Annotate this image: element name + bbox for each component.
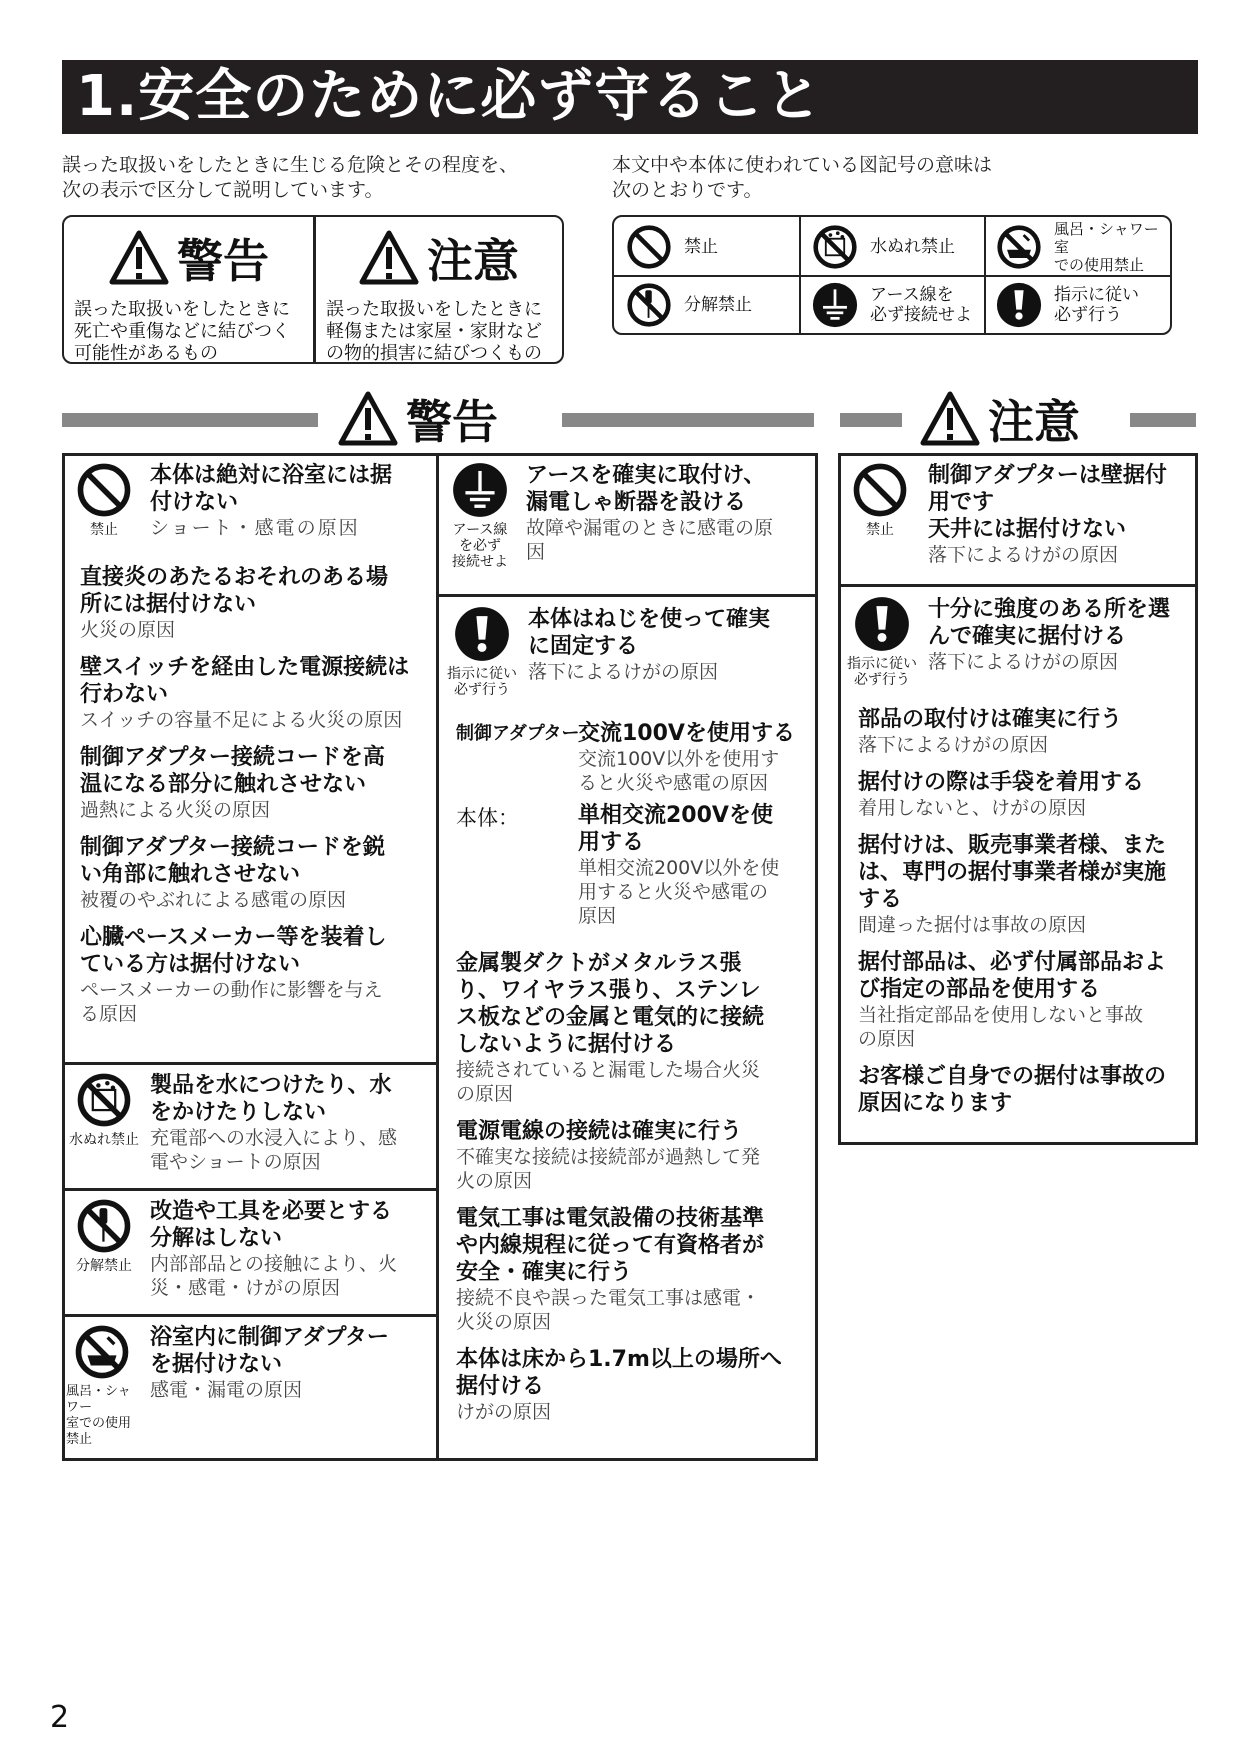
col2-sublist [456, 950, 812, 1424]
warning-triangle-icon [338, 391, 398, 447]
icon-label: 必ず行う [854, 672, 910, 688]
bold-line: 制御アダプター接続コードを鋭 [80, 835, 385, 860]
legend-ground [812, 280, 972, 330]
note-line: ペースメーカーの動作に影響を与え [80, 979, 383, 1001]
intro-left-line: 次の表示で区分して説明しています。 [62, 179, 384, 201]
bold-line: い角部に触れさせない [80, 862, 301, 887]
section-rule [1130, 413, 1196, 427]
no-bath-icon [996, 224, 1042, 270]
note-line: 不確実な接続は接続部が過熱して発 [456, 1146, 761, 1168]
body-spec [578, 802, 812, 928]
intro-left-line: 誤った取扱いをしたときに生じる危険とその程度を、 [62, 154, 519, 176]
signal-caution [316, 217, 562, 362]
prohibited-icon [626, 224, 672, 270]
divider [62, 1314, 438, 1317]
divider [62, 1062, 438, 1065]
note-line: 落下によるけがの原因 [928, 544, 1119, 566]
col1-item4-text [150, 1324, 432, 1402]
bold-line: 電源電線の接続は確実に行う [456, 1119, 743, 1144]
note-line: 落下によるけがの原因 [858, 734, 1049, 756]
intro-left [62, 153, 518, 203]
icon-label: 接続せよ [452, 554, 508, 570]
icon-label: アース線 [452, 522, 508, 538]
prohibited-icon [76, 462, 132, 518]
bold-line: する [858, 887, 903, 912]
sub-item [858, 832, 1194, 937]
note-line: 電やショートの原因 [150, 1151, 321, 1173]
bold-line: 据付けの際は手袋を着用する [858, 770, 1145, 795]
col3-item1-text [928, 462, 1192, 567]
bold-line: に固定する [528, 634, 639, 659]
bold-line: 心臓ペースメーカー等を装着し [80, 925, 387, 950]
col1-sublist [80, 564, 432, 1026]
bold-line: 制御アダプター接続コードを高 [80, 745, 385, 770]
note-line: 用すると火災や感電の [578, 881, 769, 903]
sub-item [858, 769, 1194, 820]
caution-desc-line: 軽傷または家屋・家財など [326, 321, 542, 342]
bold-line: 用する [578, 830, 645, 855]
legend-label: での使用禁止 [1054, 256, 1145, 274]
icon-label: 禁止 [866, 522, 894, 538]
ground-icon [812, 282, 858, 328]
legend-label: 水ぬれ禁止 [870, 237, 955, 257]
intro-right [612, 153, 992, 203]
note-line: 因 [526, 541, 546, 563]
bold-line: 交流100Vを使用する [578, 721, 795, 746]
note-line: 火災の原因 [456, 1311, 552, 1333]
note-line: 単相交流200V以外を使 [578, 857, 780, 879]
note-line: 接続されていると漏電した場合火災 [456, 1059, 761, 1081]
bold-line: り、ワイヤラス張り、ステンレ [456, 978, 761, 1003]
bold-line: び指定の部品を使用する [858, 977, 1101, 1002]
col1-item2-text [150, 1072, 432, 1174]
sub-item [456, 950, 812, 1106]
note-line: 着用しないと、けがの原因 [858, 797, 1087, 819]
divider [984, 217, 986, 333]
note-line: 感電・漏電の原因 [150, 1379, 303, 1401]
section-caution-header [912, 385, 1088, 453]
note-line: の原因 [858, 1028, 916, 1050]
icon-label: 禁止 [66, 1432, 93, 1447]
col2-item1-icon [444, 462, 516, 570]
legend-no-water [812, 222, 955, 272]
divider [62, 1188, 438, 1191]
sub-item [456, 1205, 812, 1334]
signal-word-box [62, 215, 564, 364]
sub-item [80, 924, 432, 1026]
sub-item [858, 949, 1194, 1051]
sub-item [456, 1346, 812, 1424]
note-line: る原因 [80, 1003, 138, 1025]
bold-line: 制御アダプターは壁据付 [928, 463, 1167, 488]
no-water-icon [76, 1072, 132, 1128]
ground-icon [452, 462, 508, 518]
section-rule [840, 413, 902, 427]
note-line: 交流100V以外を使用す [578, 748, 780, 770]
legend-label: 必ず接続せよ [870, 305, 972, 325]
bold-line: んで確実に据付ける [928, 624, 1127, 649]
intro-right-line: 本文中や本体に使われている図記号の意味は [612, 154, 993, 176]
no-disassembly-icon [626, 282, 672, 328]
divider [799, 217, 801, 333]
note-line: 内部部品との接触により、火 [150, 1253, 398, 1275]
note-line: の原因 [456, 1083, 514, 1105]
page-title: 1.安全のために必ず守ること [62, 60, 1198, 134]
bold-line: 十分に強度のある所を選 [928, 597, 1171, 622]
exclamation-icon [996, 282, 1042, 328]
note-line: 故障や漏電のときに感電の原 [526, 517, 774, 539]
bold-line: は、専門の据付事業者様が実施 [858, 860, 1167, 885]
caution-desc-line: 誤った取扱いをしたときに [326, 299, 542, 320]
caution-label: 注意 [427, 234, 519, 288]
legend-label: 分解禁止 [684, 295, 752, 315]
warning-desc-line: 可能性があるもの [74, 343, 218, 364]
legend-label: 必ず行う [1054, 305, 1122, 325]
col1-item1-icon [68, 462, 140, 538]
bold-line: しないように据付ける [456, 1032, 677, 1057]
icon-label: 必ず行う [454, 682, 510, 698]
col1-item1-text [150, 462, 430, 540]
note-line: 被覆のやぶれによる感電の原因 [80, 889, 347, 911]
icon-label: 指示に従い [447, 666, 517, 682]
note-line: 火災の原因 [80, 619, 176, 641]
note-line: 間違った据付は事故の原因 [858, 914, 1087, 936]
divider [614, 275, 1170, 277]
sub-item [80, 654, 432, 732]
col1-item3-icon [66, 1198, 142, 1274]
sub-item [80, 834, 432, 912]
col1-item2-icon [66, 1072, 142, 1148]
section-warning-header [330, 385, 506, 453]
caution-desc-line: の物的損害に結びつくもの [326, 343, 542, 364]
legend-label: アース線を [870, 285, 954, 305]
icon-label: 室での使用 [66, 1416, 132, 1431]
symbol-legend [612, 215, 1172, 335]
col1-item4-icon [66, 1324, 142, 1448]
column-divider [436, 453, 439, 1461]
bold-line: 原因になります [858, 1091, 1013, 1116]
note-line: けがの原因 [456, 1401, 552, 1423]
sub-item [80, 744, 432, 822]
signal-warning [64, 217, 314, 362]
body-label: 本体： [456, 806, 519, 830]
icon-label: 禁止 [90, 522, 118, 538]
note-line: 当社指定部品を使用しないと事故 [858, 1004, 1144, 1026]
note-line: ると火災や感電の原因 [578, 772, 769, 794]
prohibited-icon [852, 462, 908, 518]
section-caution-label: 注意 [988, 395, 1080, 449]
note-line: 災・感電・けがの原因 [150, 1277, 341, 1299]
exclamation-icon [854, 596, 910, 652]
warning-desc-line: 死亡や重傷などに結びつく [74, 321, 290, 342]
no-disassembly-icon [76, 1198, 132, 1254]
note-line: 火の原因 [456, 1170, 533, 1192]
section-rule [62, 413, 318, 427]
intro-right-line: 次のとおりです。 [612, 179, 763, 201]
bold-line: 直接炎のあたるおそれのある場 [80, 565, 389, 590]
bold-line: 分解はしない [150, 1226, 283, 1251]
bold-line: 行わない [80, 682, 169, 707]
section-warning-label: 警告 [406, 395, 498, 449]
bold-line: や内線規程に従って有資格者が [456, 1233, 765, 1258]
note-line: 接続不良や誤った電気工事は感電・ [456, 1287, 761, 1309]
bold-line: 壁スイッチを経由した電源接続は [80, 655, 410, 680]
bold-line: 本体は床から1.7m以上の場所へ [456, 1347, 782, 1372]
adapter-spec [578, 720, 812, 795]
bold-line: 製品を水につけたり、水 [150, 1073, 392, 1098]
bold-line: 安全・確実に行う [456, 1260, 633, 1285]
note-line: 落下によるけがの原因 [528, 661, 719, 683]
col3-item2-text [928, 596, 1192, 674]
warning-triangle-icon [109, 230, 169, 286]
icon-label: 水ぬれ禁止 [69, 1132, 139, 1148]
bold-line: 据付部品は、必ず付属部品およ [858, 950, 1167, 975]
sub-item [858, 706, 1194, 757]
note-line: 原因 [578, 905, 617, 927]
legend-no-disassembly [626, 280, 752, 330]
caution-triangle-icon [359, 230, 419, 286]
legend-follow [996, 280, 1139, 330]
bold-line: お客様ご自身での据付は事故の [858, 1064, 1167, 1089]
col2-item2-text [528, 606, 812, 684]
legend-label: 禁止 [684, 237, 718, 257]
col3-sublist [858, 706, 1194, 1117]
bold-line: ス板などの金属と電気的に接続 [456, 1005, 765, 1030]
page-number: 2 [50, 1700, 70, 1735]
note-line: 落下によるけがの原因 [928, 651, 1119, 673]
note-line: 過熱による火災の原因 [80, 799, 271, 821]
bold-line: アースを確実に取付け、 [526, 463, 766, 488]
bold-line: 温になる部分に触れさせない [80, 772, 367, 797]
icon-label: 分解禁止 [76, 1258, 132, 1274]
bold-line: をかけたりしない [150, 1100, 327, 1125]
bold-line: 本体はねじを使って確実 [528, 607, 771, 632]
no-bath-icon [74, 1324, 130, 1380]
note-line: スイッチの容量不足による火災の原因 [80, 709, 403, 731]
sub-item [456, 1118, 812, 1193]
icon-label: を必ず [459, 538, 501, 554]
adapter-label: 制御アダプター： [456, 723, 598, 744]
caution-triangle-icon [920, 391, 980, 447]
no-water-icon [812, 224, 858, 270]
bold-line: 単相交流200Vを使 [578, 803, 773, 828]
bold-line: 所には据付けない [80, 592, 257, 617]
divider [838, 584, 1198, 587]
bold-line: 漏電しゃ断器を設ける [526, 490, 747, 515]
icon-label: 風呂・シャワー [66, 1384, 131, 1415]
warning-label: 警告 [177, 234, 269, 288]
sub-item [80, 564, 432, 642]
sub-item [858, 1063, 1194, 1117]
col2-item2-icon [444, 606, 520, 698]
bold-line: 天井には据付けない [928, 517, 1127, 542]
bold-line: 金属製ダクトがメタルラス張 [456, 951, 742, 976]
divider [436, 594, 818, 597]
bold-line: ている方は据付けない [80, 952, 301, 977]
legend-label: 指示に従い [1054, 285, 1139, 305]
note-line: 充電部への水浸入により、感 [150, 1127, 398, 1149]
exclamation-icon [454, 606, 510, 662]
bold-line: を据付けない [150, 1352, 283, 1377]
section-rule [562, 413, 814, 427]
bold-line: 電気工事は電気設備の技術基準 [456, 1206, 765, 1231]
icon-label: 指示に従い [847, 656, 917, 672]
bold-line: 据付ける [456, 1374, 545, 1399]
col3-item2-icon [844, 596, 920, 688]
bold-line: 付けない [150, 490, 239, 515]
legend-label: 風呂・シャワー室 [1054, 220, 1159, 256]
col3-item1-icon [844, 462, 916, 538]
bold-line: 本体は絶対に浴室には据 [150, 463, 393, 488]
legend-no-bath [996, 222, 1170, 272]
bold-line: 部品の取付けは確実に行う [858, 707, 1123, 732]
bold-line: 据付けは、販売事業者様、また [858, 833, 1167, 858]
col2-item1-text [526, 462, 812, 564]
col1-item3-text [150, 1198, 432, 1300]
legend-prohibited [626, 222, 718, 272]
bold-line: 用です [928, 490, 995, 515]
bold-line: 浴室内に制御アダプター [150, 1325, 389, 1350]
warning-desc-line: 誤った取扱いをしたときに [74, 299, 290, 320]
bold-line: 改造や工具を必要とする [150, 1199, 393, 1224]
note-line: ショート・感電の原因 [150, 517, 360, 539]
